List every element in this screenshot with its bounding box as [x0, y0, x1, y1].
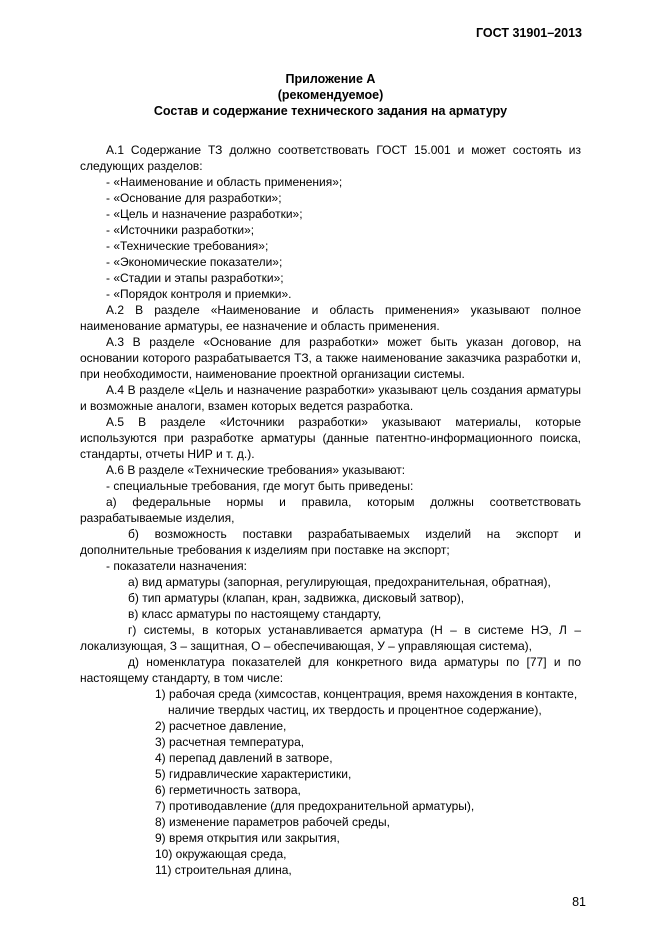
paragraph: 9) время открытия или закрытия,	[155, 831, 340, 845]
paragraph: 11) строительная длина,	[155, 863, 292, 877]
page-number: 81	[572, 895, 586, 909]
paragraph: 5) гидравлические характеристики,	[155, 767, 352, 781]
paragraph: г) системы, в которых устанавливается арматура (Н – в системе НЭ, Л – локализующая, З – защитная, О – обеспечивающая, У – управляющая система),	[80, 623, 581, 653]
document-body	[80, 142, 581, 878]
paragraph: А.1 Содержание ТЗ должно соответствовать ГОСТ 15.001 и может состоять из следующих разделов:	[80, 143, 581, 173]
paragraph: А.2 В разделе «Наименование и область применения» указывают полное наименование арматуры, ее назначение и область применения.	[80, 303, 581, 333]
paragraph: 6) герметичность затвора,	[155, 783, 301, 797]
paragraph: - специальные требования, где могут быть приведены:	[106, 479, 414, 493]
paragraph: 7) противодавление (для предохранительной арматуры),	[155, 799, 475, 813]
paragraph: - показатели назначения:	[106, 559, 247, 573]
paragraph: 8) изменение параметров рабочей среды,	[155, 815, 391, 829]
paragraph: - «Порядок контроля и приемки».	[106, 287, 292, 301]
paragraph: - «Источники разработки»;	[106, 223, 255, 237]
paragraph: - «Стадии и этапы разработки»;	[106, 271, 284, 285]
appendix-subtitle: (рекомендуемое)	[277, 88, 384, 102]
paragraph: б) тип арматуры (клапан, кран, задвижка, дисковый затвор),	[128, 591, 465, 605]
paragraph: А.3 В разделе «Основание для разработки» может быть указан договор, на основании которого разрабатывается ТЗ, а также наименование заказчика разработки и, при необходимости, наименование проектной организации системы.	[80, 335, 581, 381]
paragraph: - «Наименование и область применения»;	[106, 175, 343, 189]
document-header: ГОСТ 31901–2013	[476, 26, 582, 40]
paragraph: - «Цель и назначение разработки»;	[106, 207, 303, 221]
paragraph: 4) перепад давлений в затворе,	[155, 751, 333, 765]
paragraph: 10) окружающая среда,	[155, 847, 287, 861]
paragraph: а) федеральные нормы и правила, которым должны соответствовать разрабатываемые изделия,	[80, 495, 581, 525]
paragraph: д) номенклатура показателей для конкретного вида арматуры по [77] и по настоящему стандарту, в том числе:	[80, 655, 581, 685]
paragraph: А.4 В разделе «Цель и назначение разработки» указывают цель создания арматуры и возможные аналоги, взамен которых ведется разработка.	[80, 383, 581, 413]
appendix-title: Приложение А	[285, 72, 376, 86]
paragraph: б) возможность поставки разрабатываемых изделий на экспорт и дополнительные требования к изделиям при поставке на экспорт;	[80, 527, 581, 557]
appendix-heading: Состав и содержание технического задания на арматуру	[153, 104, 508, 118]
paragraph: - «Экономические показатели»;	[106, 255, 283, 269]
paragraph: 3) расчетная температура,	[155, 735, 305, 749]
paragraph: в) класс арматуры по настоящему стандарту,	[128, 607, 382, 621]
paragraph: А.6 В разделе «Технические требования» указывают:	[106, 463, 406, 477]
appendix-title-block	[80, 71, 581, 119]
paragraph: 1) рабочая среда (химсостав, концентрация, время нахождения в контакте, наличие твердых частиц, их твердость и процентное содержание),	[155, 687, 578, 717]
paragraph: - «Технические требования»;	[106, 239, 269, 253]
paragraph: 2) расчетное давление,	[155, 719, 287, 733]
paragraph: а) вид арматуры (запорная, регулирующая, предохранительная, обратная),	[128, 575, 551, 589]
paragraph: А.5 В разделе «Источники разработки» указывают материалы, которые используются при разработке арматуры (данные патентно-информационного поиска, стандарты, отчеты НИР и т. д.).	[80, 415, 581, 461]
paragraph: - «Основание для разработки»;	[106, 191, 282, 205]
